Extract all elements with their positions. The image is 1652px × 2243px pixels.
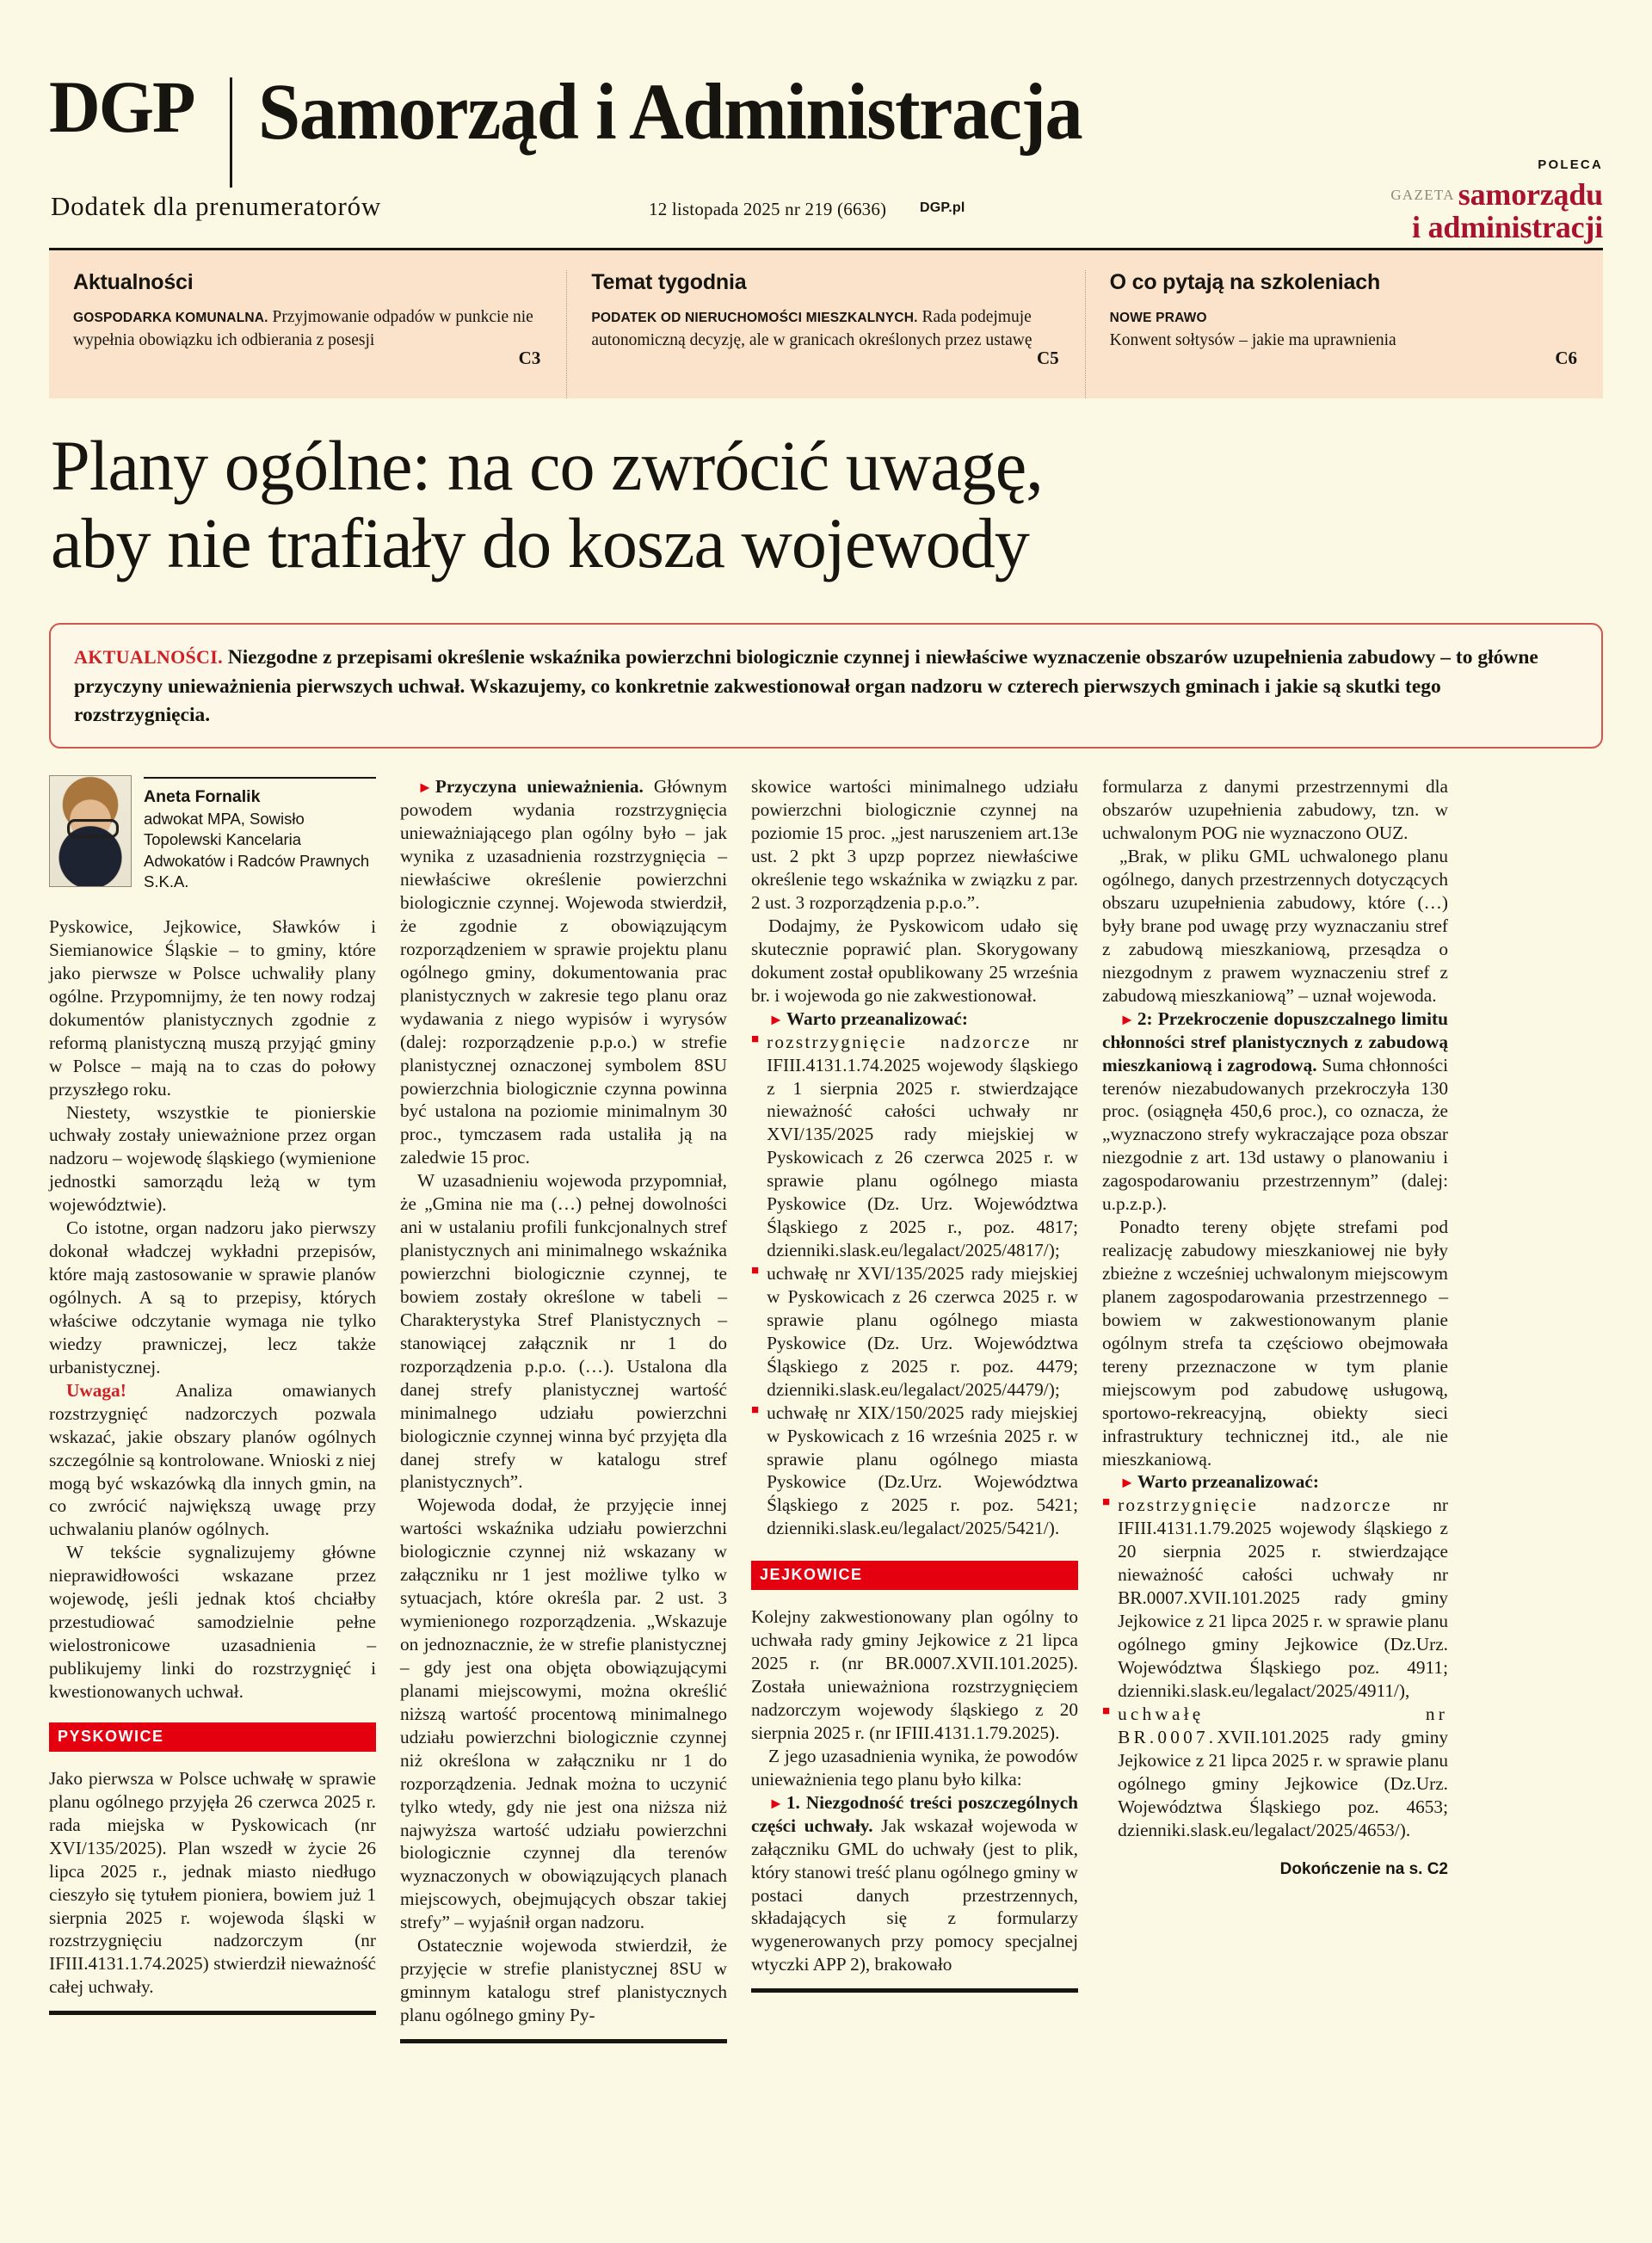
promo-gazeta-label: GAZETA (1390, 187, 1455, 203)
teaser-item-aktualnosci[interactable] (49, 270, 566, 398)
subhead-niezgodnosc: 1. Niezgodność treści poszczególnych części uchwały. (751, 1791, 1078, 1836)
square-bullet-icon: ■ (751, 1032, 760, 1046)
paragraph: Niestety, wszystkie te pionierskie uchwały zostały unieważnione przez organ nadzoru – wojewodę śląskiego (wymienione jednostki samorządu leżą w tym województwie). (49, 1101, 376, 1216)
column-2 (400, 775, 751, 2043)
teaser-page-ref: C5 (1036, 348, 1059, 368)
masthead-subrow (49, 157, 1603, 246)
column-3-text (751, 775, 1078, 1540)
subhead-przekroczenie: 2: Przekroczenie dopuszczalnego limitu chłonności stref planistycznych z zabudową mieszkaniową i zagrodową. (1102, 1008, 1448, 1075)
paragraph: Pyskowice, Jejkowice, Sławków i Siemianowice Śląskie – to gminy, które jako pierwsze w Polsce uchwaliły plany ogólne. Przypomnijmy, że ten nowy rodzaj dokumentów planistycznych zgodnie z reformą planistyczną muszą przyjąć gminy w Polsce – mają na to czas do połowy przyszłego roku. (49, 916, 376, 1100)
lead-text: Niezgodne z przepisami określenie wskaźnika powierzchni biologicznie czynnej i niewłaściwe wyznaczenie obszarów uzupełnienia zabudowy – to główne przyczyny unieważnienia pierwszych uchwał. Wskazujemy, co konkretnie zakwestionował organ nadzoru w czterech pierwszych gminach i jakie są skutki tego rozstrzygnięcia. (74, 646, 1538, 726)
paragraph: Kolejny zakwestionowany plan ogólny to uchwała rady gminy Jejkowice z 21 lipca 2025 r. (nr BR.0007.XVII.101.2025). Została unieważniona rozstrzygnięciem nadzorczym wojewody śląskiego z 20 sierpnia 2025 r. (nr IFIII.4131.1.79.2025). (751, 1606, 1078, 1743)
author-block (49, 775, 376, 893)
article-headline (49, 398, 1587, 582)
teaser-item-szkolenia[interactable] (1085, 270, 1603, 398)
column-rule (400, 2039, 727, 2043)
paragraph (1102, 1470, 1448, 1494)
paragraph (751, 1008, 1078, 1031)
paragraph: Ostatecznie wojewoda stwierdził, że przyjęcie w strefie planistycznej 8SU w gminnym katalogu stref planistycznych planu ogólnego gminy Py- (400, 1935, 727, 2026)
paragraph-text: Głównym powodem wydania rozstrzygnięcia unieważniającego plan ogólny było – jak wynika z uzasadnienia rozstrzygnięcia – niewłaściwe określenie powierzchni biologicznie czynnej. Wojewoda stwierdził, że zgodnie z obowiązującym rozporządzeniem w sprawie projektu planu ogólnego gminy, dokumentowania prac planistycznych w zakresie tego planu oraz wydawania z niego wypisów i wyrysów (dalej: rozporządzenie p.p.o.) w strefie planistycznej oznaczonej symbolem 8SU powierzchnia biologicznie czynna powinna być ustalona na poziomie minimalnym 30 proc., tymczasem rada ustaliła ją na zaledwie 15 proc. (400, 776, 728, 1168)
triangle-right-icon: ► (768, 1794, 784, 1812)
square-bullet-icon: ■ (751, 1402, 760, 1417)
teaser-item-temat-tygodnia[interactable] (566, 270, 1084, 398)
paragraph: formularza z danymi przestrzennymi dla obszarów uzupełnienia zabudowy, tzn. w uchwalonym POG nie wyznaczono OUZ. (1102, 776, 1448, 844)
lead-abstract-box (49, 623, 1603, 749)
paragraph (400, 775, 727, 1169)
continuation-note: Dokończenie na s. C2 (1279, 1860, 1448, 1879)
paragraph: Dodajmy, że Pyskowicom udało się skutecznie poprawić plan. Skorygowany dokument został opublikowany 25 września br. i wojewoda go nie zakwestionował. (751, 915, 1078, 1006)
paragraph: „Brak, w pliku GML uchwalonego planu ogólnego, danych przestrzennych dotyczących obszaru uzupełnienia zabudowy, które (…) były brane pod uwagę przy wyznaczaniu stref z zabudową mieszkaniową, przesądza o niezgodnym z prawem wyznaczeniu stref z zabudową mieszkaniową” – uznał wojewoda. (1102, 846, 1448, 1006)
paragraph: W tekście sygnalizujemy główne nieprawidłowości wskazane przez wojewodę, jeśli jednak ktoś chciałby przestudiować samodzielnie pełne wielostronicowe uzasadnienia – publikujemy linki do rozstrzygnięć i kwestionowanych uchwał. (49, 1542, 376, 1702)
list-item (751, 1402, 1078, 1541)
list-item (751, 1262, 1078, 1402)
paragraph: Jako pierwsza w Polsce uchwałę w sprawie planu ogólnego przyjęła 26 czerwca 2025 r. rada miejska w Pyskowicach (nr XVI/135/2025). Plan wszedł w życie 26 lipca 2025 r., jednak miasto niedługo cieszyło się tytułem pioniera, bowiem już 1 sierpnia 2025 r. wojewoda śląski w rozstrzygnięciu nadzorczym (nr IFIII.4131.1.74.2025) stwierdził nieważność całej uchwały. (49, 1767, 376, 1998)
uwaga-kicker: Uwaga! (66, 1379, 126, 1401)
headline-line-2: aby nie trafiały do kosza wojewody (50, 502, 1029, 582)
triangle-right-icon: ► (768, 1010, 784, 1028)
lead-kicker: AKTUALNOŚCI. (74, 646, 223, 669)
paragraph: skowice wartości minimalnego udziału powierzchni biologicznie czynnej na poziomie 15 proc. „jest naruszeniem art.13e ust. 2 pkt 3 upzp poprzez niewłaściwe określenie tego wskaźnika w związku z par. 2 ust. 3 rozporządzenia p.p.o.”. (751, 776, 1078, 914)
triangle-right-icon: ► (417, 779, 433, 797)
list-item-lead-2: nr BR.0007. (1118, 1703, 1448, 1747)
promo-line2: i administracji (1412, 210, 1603, 244)
paragraph: Wojewoda dodał, że przyjęcie innej wartości wskaźnika udziału powierzchni biologicznie czynnej niż wskazany w załączniku nr 1 jest możliwe tylko w sytuacjach, które określa par. 2 ust. 3 wymienionego rozporządzenia. „Wskazuje on jednoznacznie, że w strefie planistycznej – gdy jest ona objęta obowiązującymi planami miejscowymi, można określić niższą wartość procentową minimalnego udziału powierzchni biologicznie czynnej niż określona w załączniku nr 1 do rozporządzenia. Jednak można to uczynić tylko wtedy, gdy nie jest ona niższa niż najwyższa wartość udziału powierzchni biologicznie czynnej dla terenów wyznaczonych w obowiązujących planach miejscowych, obejmujących obszar takiej strefy” – wyjaśnił organ nadzoru. (400, 1494, 727, 1933)
author-photo (49, 775, 132, 887)
column-4 (1102, 775, 1448, 2043)
teaser-kicker: NOWE PRAWO (1109, 311, 1207, 325)
square-bullet-icon: ■ (751, 1264, 760, 1279)
list-item-text: uchwałę nr XVI/135/2025 rady miejskiej w Pyskowicach z 26 czerwca 2025 r. w sprawie planu ogólnego miasta Pyskowice (Dz. Urz. Województwa Śląskiego z 2025 r. poz. 4479; dzienniki.slask.eu/legalact/2025/4479/); (767, 1263, 1078, 1400)
headline-line-1: Plany ogólne: na co zwrócić uwagę, (50, 426, 1043, 505)
promo-poleca-label: POLECA (1538, 157, 1603, 172)
paragraph-text: Suma chłonności terenów niezabudowanych przekroczyła 130 proc. (osiągnęła 450,6 proc.), co oznacza, że „wyznaczono strefy wykraczające poza obszar niezgodnie z art. 13d ustawy o planowaniu i zagospodarowaniu przestrzennym” (dalej: u.p.z.p.). (1102, 1054, 1448, 1215)
subscriber-label: Dodatek dla prenumeratorów (51, 191, 382, 221)
list-item-text: uchwałę nr XIX/150/2025 rady miejskiej w Pyskowicach z 16 września 2025 r. w sprawie planu ogólnego miasta Pyskowice (Dz.Urz. Województwa Śląskiego z 2025 r. poz. 5421; dzienniki.slask.eu/legalact/2025/5421/). (767, 1402, 1078, 1539)
section-tag-jejkowice: JEJKOWICE (751, 1561, 1078, 1590)
triangle-right-icon: ► (1119, 1474, 1135, 1492)
paragraph (49, 1379, 376, 1542)
column-rule (49, 2011, 376, 2015)
column-1-text (49, 915, 376, 1704)
triangle-right-icon: ► (1119, 1010, 1135, 1028)
list-item-text: nr IFIII.4131.1.79.2025 wojewody śląskiego z 20 sierpnia 2025 r. stwierdzające nieważność całości uchwały nr BR.0007.XVII.101.2025 rady gminy Jejkowice z 21 lipca 2025 r. w sprawie planu ogólnego gminy Jejkowice (Dz.Urz. Województwa Śląskiego poz. 4911; dzienniki.slask.eu/legalact/2025/4911/), (1118, 1494, 1448, 1701)
masthead-divider (230, 77, 232, 188)
issue-date: 12 listopada 2025 nr 219 (6636) (649, 199, 887, 219)
dgp-logo: DGP (49, 65, 194, 148)
paragraph (1102, 1008, 1448, 1216)
masthead (49, 0, 1603, 172)
list-item-text: nr IFIII.4131.1.74.2025 wojewody śląskiego z 1 sierpnia 2025 r. stwierdzające nieważność całości uchwały nr XVI/135/2025 rady miejskiej w Pyskowicach z 26 czerwca 2025 r. w sprawie planu ogólnego miasta Pyskowice (Dz. Urz. Województwa Śląskiego z 2025 r., poz. 4817; dzienniki.slask.eu/legalact/2025/4817/); (767, 1031, 1078, 1261)
paragraph: Ponadto tereny objęte strefami pod realizację zabudowy mieszkaniowej nie były zbieżne z wcześniej uchwalonym miejscowym planem zagospodarowania przestrzennego – bowiem w zakwestionowanym planie ogólnym strefa ta częściowo obejmowała tereny przeznaczone w tym planie miejscowym pod zabudowę usługową, sportowo-rekreacyjną, obiekty sieci infrastruktury technicznej itd., ale nie mieszkaniową. (1102, 1217, 1448, 1470)
teaser-text: Przyjmowanie odpadów w punkcie nie wypełnia obowiązku ich odbierania z posesji (73, 308, 533, 349)
promo-line1: samorządu (1458, 177, 1603, 212)
author-name: Aneta Fornalik (144, 787, 261, 807)
teaser-title: Aktualności (73, 270, 194, 294)
list-item-lead: uchwałę (1118, 1703, 1205, 1724)
paragraph (751, 1791, 1078, 1977)
column-1 (49, 775, 400, 2043)
column-1-text-2 (49, 1767, 376, 1999)
subhead-przyczyna: Przyczyna unieważnienia. (435, 776, 644, 798)
teaser-text: Rada podejmuje autonomiczną decyzję, ale w granicach określonych przez ustawę (591, 308, 1032, 349)
column-3 (751, 775, 1102, 2043)
list-item (751, 1031, 1078, 1262)
teaser-title: O co pytają na szkoleniach (1109, 270, 1381, 294)
square-bullet-icon: ■ (1102, 1495, 1111, 1510)
column-2-text (400, 775, 727, 2027)
teaser-body (73, 306, 540, 353)
list-item-lead: rozstrzygnięcie nadzorcze (767, 1031, 1032, 1052)
subhead-warto-przeanalizowac-2: Warto przeanalizować: (1137, 1471, 1319, 1493)
list-item (1102, 1494, 1448, 1702)
column-4-text (1102, 775, 1448, 1841)
paragraph: Z jego uzasadnienia wynika, że powodów unieważnienia tego planu było kilka: (751, 1745, 1078, 1790)
list-item (1102, 1703, 1448, 1842)
teaser-text: Konwent sołtysów – jakie ma uprawnienia (1109, 330, 1396, 349)
supplement-title: Samorząd i Administracja (257, 68, 1082, 157)
teaser-body (591, 306, 1058, 353)
list-item-lead: rozstrzygnięcie nadzorcze (1118, 1494, 1392, 1516)
section-tag-pyskowice: PYSKOWICE (49, 1722, 376, 1752)
teaser-kicker: PODATEK OD NIERUCHOMOŚCI MIESZKALNYCH. (591, 311, 918, 325)
teaser-page-ref: C3 (518, 348, 541, 368)
author-rule (144, 777, 376, 779)
teaser-bar (49, 250, 1603, 398)
column-rule (751, 1988, 1078, 1993)
paragraph-text: Jak wskazał wojewoda w załączniku GML do uchwały (jest to plik, który stanowi treść planu ogólnego gminy w postaci danych przestrzennych, składających się z formularzy wygenerowanych przy pomocy specjalnej wtyczki APP 2), brakowało (751, 1815, 1078, 1975)
teaser-title: Temat tygodnia (591, 270, 747, 294)
subhead-warto-przeanalizowac: Warto przeanalizować: (786, 1008, 968, 1029)
paragraph-text: Analiza omawianych rozstrzygnięć nadzorczych pozwala wskazać, jakie obszary planów ogólnych szczególnie są kontrolowane. Wnioski z niej mogą być wskazówką dla innych gmin, na co zwrócić największą uwagę przy uchwalaniu planów ogólnych. (49, 1379, 376, 1540)
column-3-text-2 (751, 1605, 1078, 1976)
list-item-text: XVII.101.2025 rady gminy Jejkowice z 21 lipca 2025 r. w sprawie planu ogólnego gminy Jejkowice (Dz.Urz. Województwa Śląskiego poz. 4653; dzienniki.slask.eu/legalact/2025/4653/). (1118, 1726, 1448, 1840)
paragraph: W uzasadnieniu wojewoda przypomniał, że „Gmina nie ma (…) pełnej dowolności ani w ustalaniu profili funkcjonalnych stref planistycznych ani minimalnego wskaźnika powierzchni biologicznie czynnej, te bowiem zostały określone w tabeli – Charakterystyka Stref Planistycznych – stanowiącej załącznik nr 1 do rozporządzenia p.p.o. (…). Ustalona dla danej strefy planistycznej wartość minimalnego udziału powierzchni biologicznie czynnej winna być przyjęta dla danej strefy w katalogu stref planistycznych”. (400, 1170, 727, 1493)
teaser-page-ref: C6 (1555, 348, 1577, 368)
article-columns (49, 775, 1603, 2043)
promo-block (1390, 158, 1603, 243)
site-url: DGP.pl (920, 200, 965, 215)
teaser-kicker: GOSPODARKA KOMUNALNA. (73, 311, 268, 325)
square-bullet-icon: ■ (1102, 1704, 1111, 1718)
teaser-body (1110, 306, 1577, 353)
author-role: adwokat MPA, Sowisło Topolewski Kancelaria Adwokatów i Radców Prawnych S.K.A. (144, 809, 370, 891)
paragraph: Co istotne, organ nadzoru jako pierwszy dokonał władczej wykładni przepisów, które mają zastosowanie w sprawie planów ogólnych. A są to przepisy, których właściwe odczytanie wymaga nie tylko wiedzy prawniczej, lecz także urbanistycznej. (49, 1217, 376, 1377)
